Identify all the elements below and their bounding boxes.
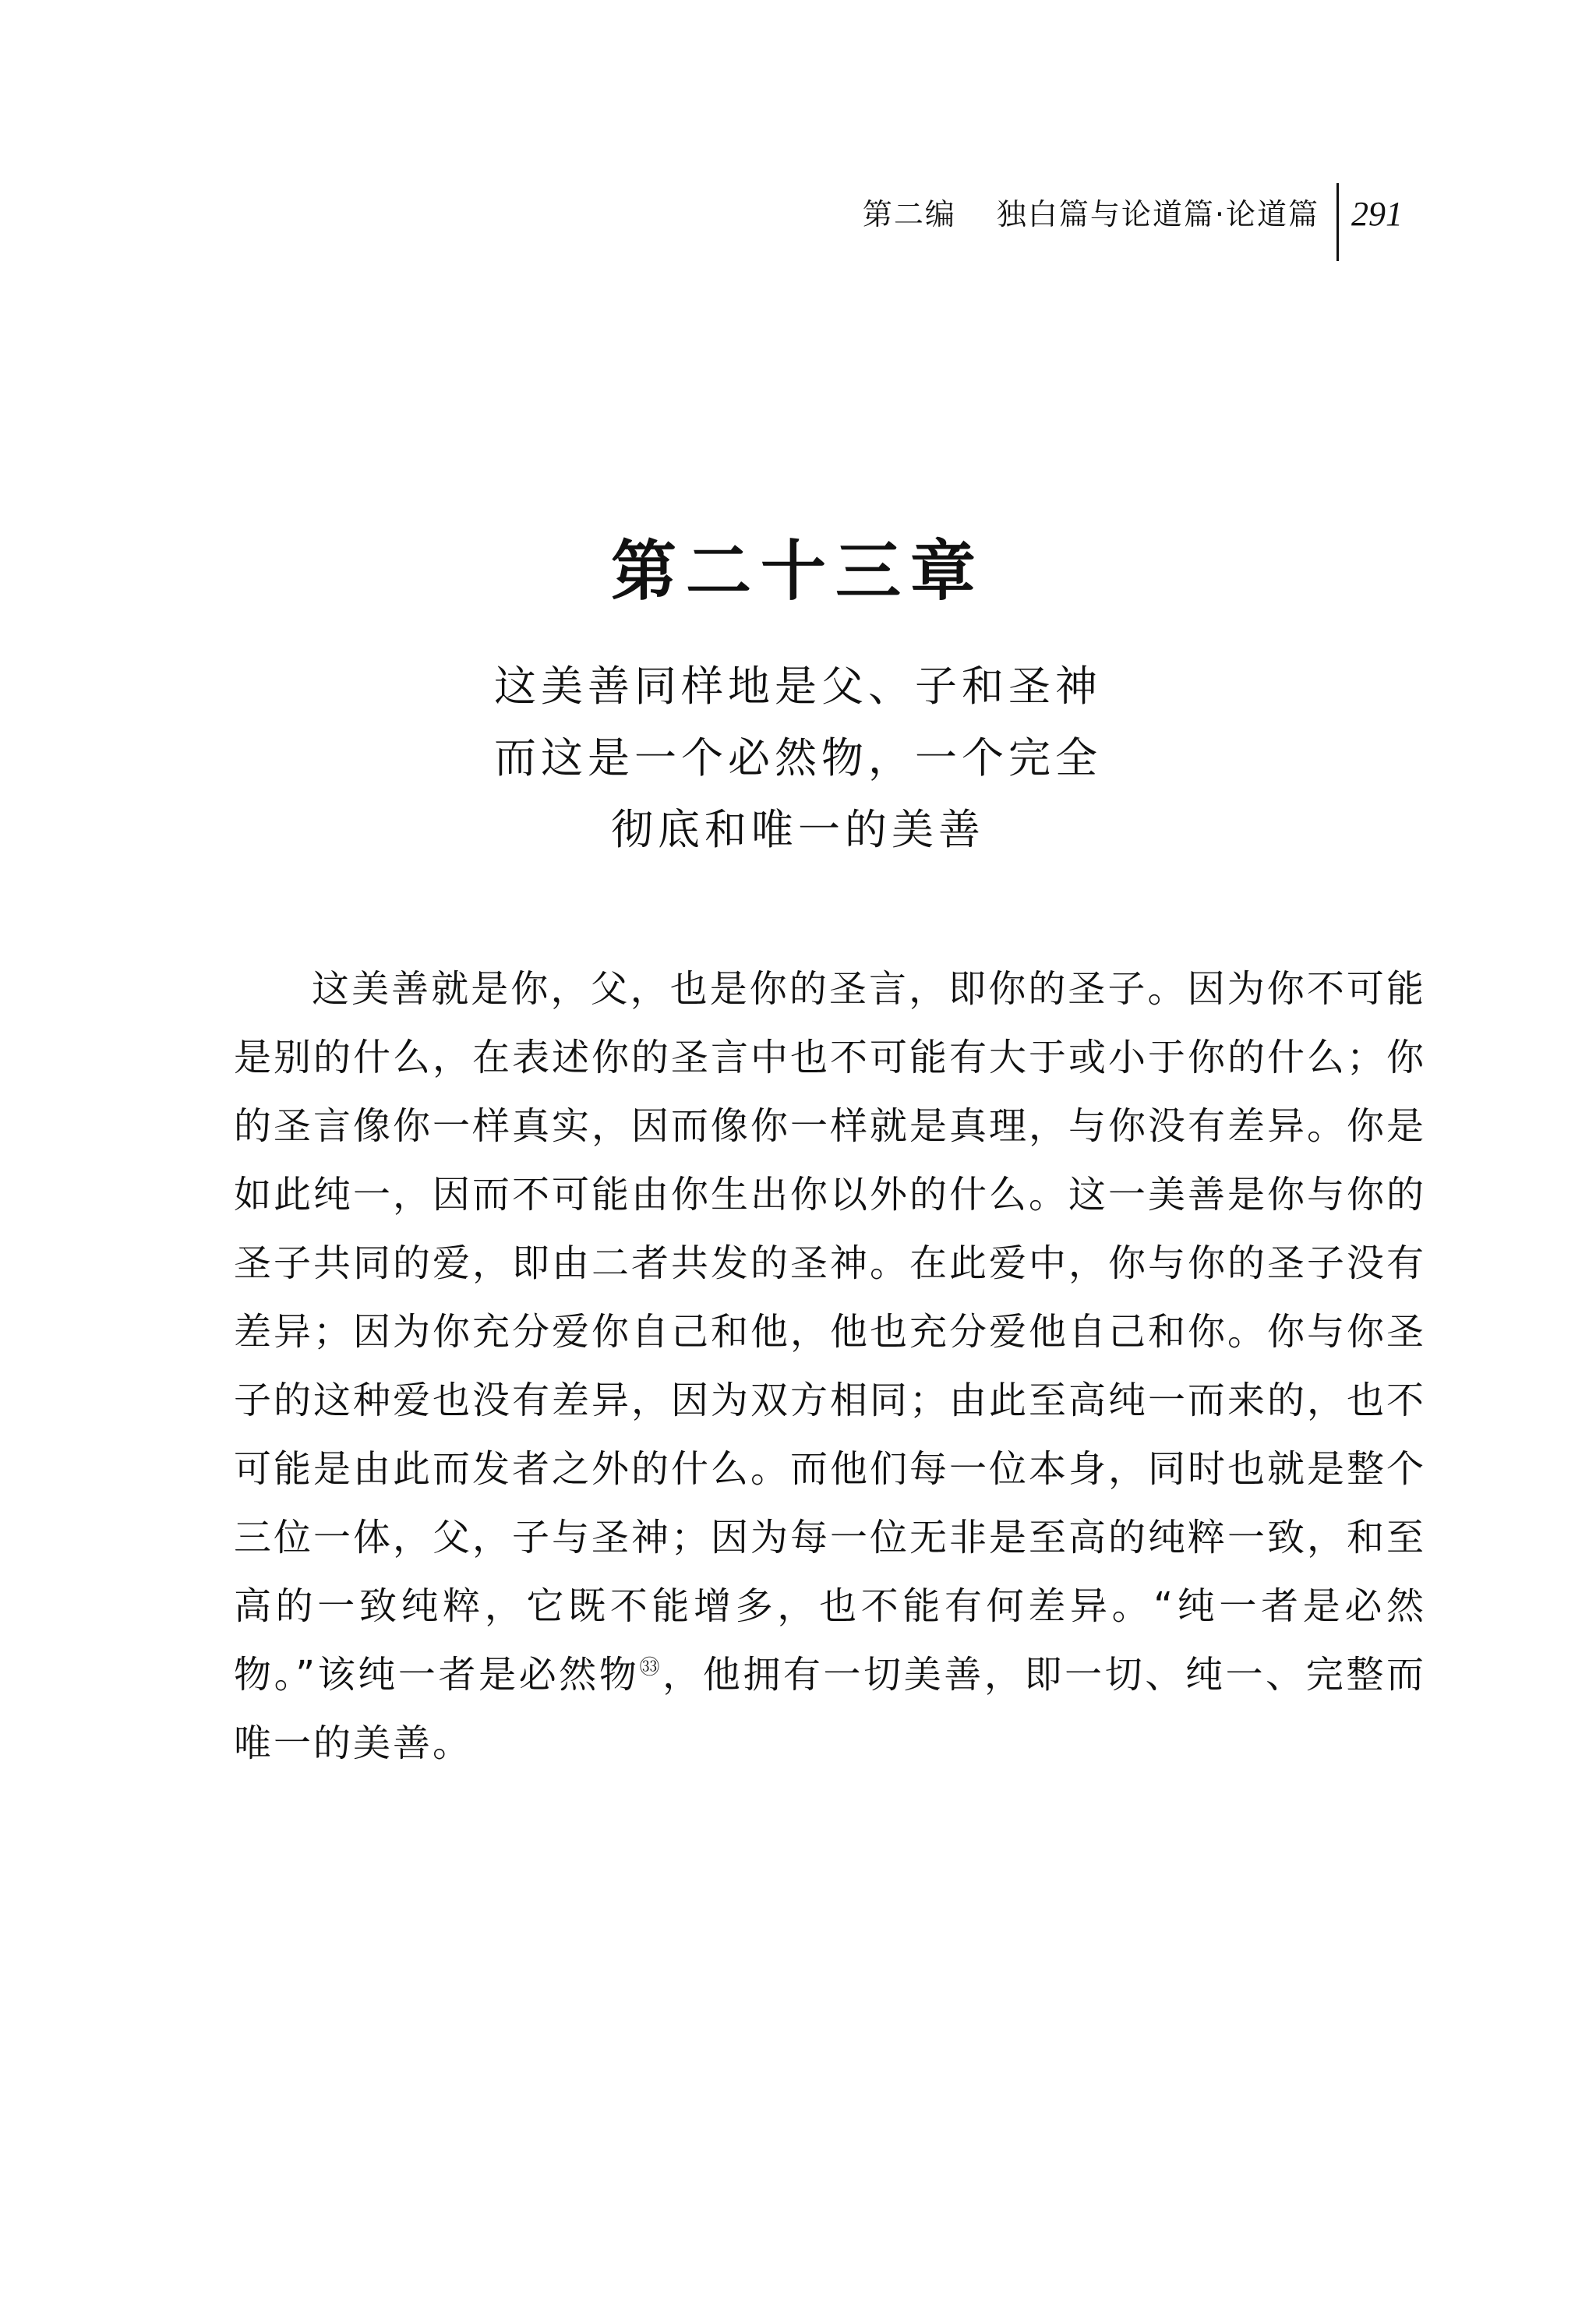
body-text-part2: ，他拥有一切美善，即一切、纯一、完整而唯一的美善。 xyxy=(234,1653,1426,1765)
running-header xyxy=(863,191,1403,261)
body-text-part1: 这美善就是你，父，也是你的圣言，即你的圣子。因为你不可能是别的什么，在表述你的圣言中也不可能有大于或小于你的什么；你的圣言像你一样真实，因而像你一样就是真理，与你没有差异。你是如此纯一，因而不可能由你生出你以外的什么。这一美善是你与你的圣子共同的爱，即由二者共发的圣神。在此爱中，你与你的圣子没有差异；因为你充分爱你自己和他，他也充分爱他自己和你。你与你圣子的这种爱也没有差异，因为双方相同；由此至高纯一而来的，也不可能是由此而发者之外的什么。而他们每一位本身，同时也就是整个三位一体，父，子与圣神；因为每一位无非是至高的纯粹一致，和至高的一致纯粹，它既不能增多，也不能有何差异。“纯一者是必然物。”该纯一者是必然物 xyxy=(234,967,1427,1697)
subtitle-line-3: 彻底和唯一的美善 xyxy=(611,805,985,854)
footnote-marker[interactable]: ㉝ xyxy=(639,1656,663,1679)
subtitle-line-2: 而这是一个必然物，一个完全 xyxy=(494,733,1102,782)
chapter-subtitle xyxy=(0,651,1596,866)
chapter-title: 第二十三章 xyxy=(610,532,985,609)
body-paragraph xyxy=(234,955,1426,1778)
subtitle-line-1: 这美善同样地是父、子和圣神 xyxy=(494,662,1102,711)
part-label: 第二编 xyxy=(862,197,956,231)
running-header-title xyxy=(863,191,1336,238)
section-label: 独白篇与论道篇·论道篇 xyxy=(996,197,1319,231)
page-number: 291 xyxy=(1351,195,1403,233)
